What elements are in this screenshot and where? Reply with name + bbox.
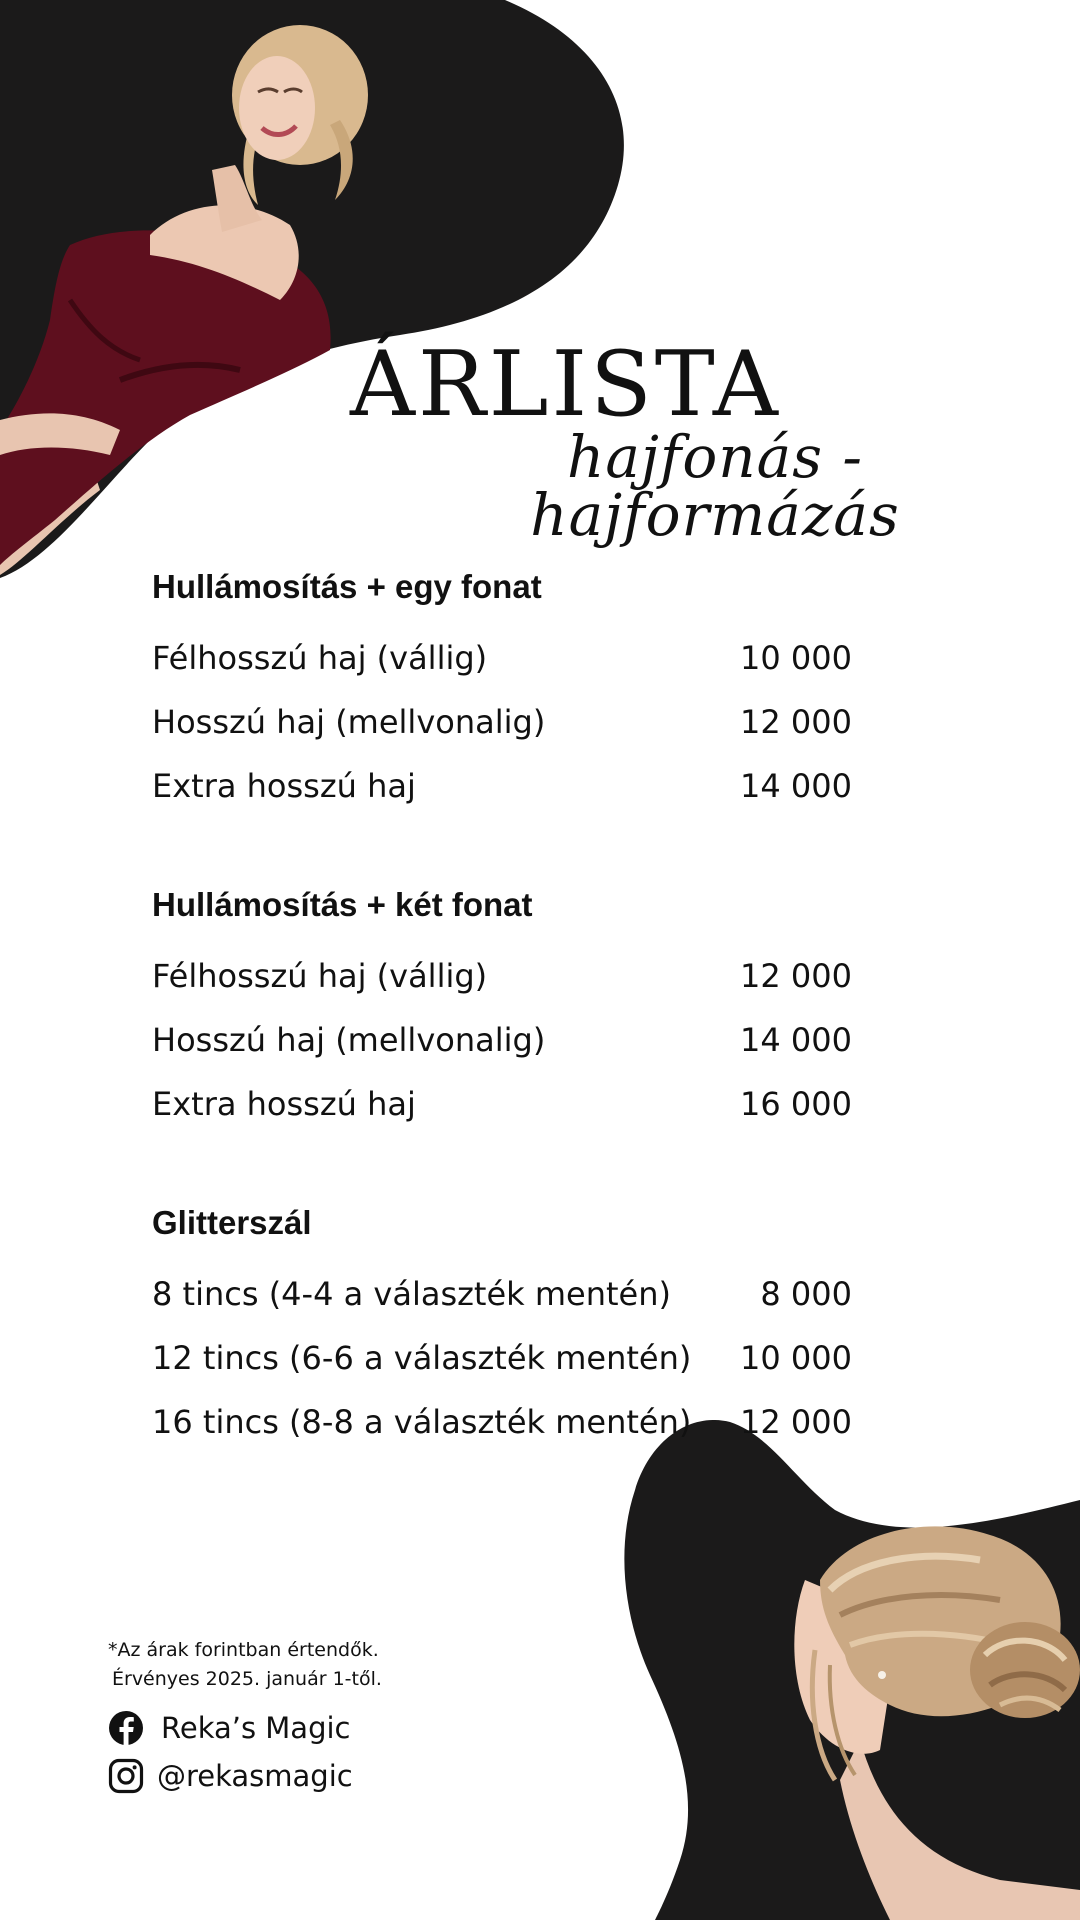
item-name: 8 tincs (4-4 a választék mentén) — [152, 1275, 671, 1313]
item-price: 12 000 — [740, 957, 852, 995]
instagram-label: @rekasmagic — [157, 1759, 353, 1793]
instagram-icon — [108, 1758, 144, 1794]
price-section — [152, 1198, 852, 1454]
item-name: Hosszú haj (mellvonalig) — [152, 1021, 546, 1059]
item-price: 8 000 — [760, 1275, 852, 1313]
price-section — [152, 562, 852, 818]
validity-note: Érvényes 2025. január 1-től. — [112, 1668, 382, 1690]
price-note — [108, 1636, 528, 1694]
price-list — [152, 562, 852, 1516]
item-price: 12 000 — [740, 703, 852, 741]
price-row — [152, 1072, 852, 1136]
price-row — [152, 690, 852, 754]
page-title: ÁRLISTA — [350, 332, 781, 437]
price-row — [152, 1390, 852, 1454]
item-price: 14 000 — [740, 767, 852, 805]
price-row — [152, 1008, 852, 1072]
item-name: Extra hosszú haj — [152, 767, 416, 805]
item-name: Hosszú haj (mellvonalig) — [152, 703, 546, 741]
instagram-link[interactable] — [108, 1758, 353, 1794]
price-row — [152, 1326, 852, 1390]
item-price: 10 000 — [740, 639, 852, 677]
price-row — [152, 944, 852, 1008]
item-price: 16 000 — [740, 1085, 852, 1123]
item-price: 10 000 — [740, 1339, 852, 1377]
facebook-label: Reka’s Magic — [161, 1711, 351, 1745]
currency-note: *Az árak forintban értendők. — [108, 1639, 379, 1661]
item-name: 12 tincs (6-6 a választék mentén) — [152, 1339, 692, 1377]
price-section — [152, 880, 852, 1136]
price-row — [152, 626, 852, 690]
price-row — [152, 754, 852, 818]
item-name: Extra hosszú haj — [152, 1085, 416, 1123]
item-price: 14 000 — [740, 1021, 852, 1059]
item-price: 12 000 — [740, 1403, 852, 1441]
item-name: Félhosszú haj (vállig) — [152, 639, 488, 677]
price-row — [152, 1262, 852, 1326]
page-subtitle: hajfonás - hajformázás — [530, 423, 900, 549]
item-name: 16 tincs (8-8 a választék mentén) — [152, 1403, 692, 1441]
section-title: Glitterszál — [152, 1204, 312, 1241]
facebook-link[interactable] — [108, 1710, 351, 1746]
facebook-icon — [108, 1710, 144, 1746]
item-name: Félhosszú haj (vállig) — [152, 957, 488, 995]
section-title: Hullámosítás + egy fonat — [152, 568, 542, 605]
section-title: Hullámosítás + két fonat — [152, 886, 533, 923]
